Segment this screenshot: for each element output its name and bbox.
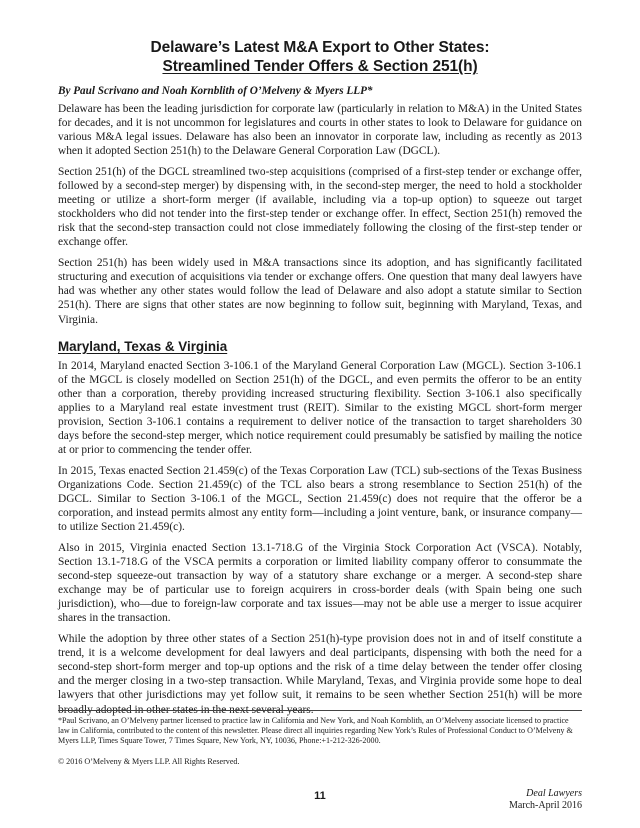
intro-paragraph-3: Section 251(h) has been widely used in M&A transactions since its adoption, and has significantly facilitated structuring and execution of acquisitions via tender or exchange offers. One question that many deal lawyers have had was whether any other states would follow the lead of Delaware and also adopt a statute similar to Section 251(h). There are signs that other states are now beginning to follow suit, beginning with Maryland, Texas, and Virginia. [58,257,582,326]
publication-name: Deal Lawyers [526,788,582,799]
intro-paragraph-1: Delaware has been the leading jurisdiction for corporate law (particularly in relation to M&A) in the United States for decades, and it is not uncommon for legislatures and courts in other states to look to Delaware for guidance on various M&A legal issues. Delaware has also been an innovator in corporate law, including as recently as 2013 when it adopted Section 251(h) to the Delaware General Corporation Law (DGCL). [58,103,582,158]
title-line-1: Delaware’s Latest M&A Export to Other States: [150,39,490,56]
author-footnote: *Paul Scrivano, an O’Melveny partner licensed to practice law in California and New York, and Noah Kornblith, an O’Melveny associate licensed to practice law in California, contributed to the content of this newsletter. Please direct all inquiries regarding New York’s Rules of Professional Conduct to O’Melveny & Myers LLP, Times Square Tower, 7 Times Square, New York, NY, 10036, Phone:+1-212-326-2000. [58,716,573,745]
title-line-2: Streamlined Tender Offers & Section 251(h) [162,58,478,75]
section-paragraph-texas: In 2015, Texas enacted Section 21.459(c) of the Texas Corporation Law (TCL) sub-sections of the Texas Business Organizations Code. Section 21.459(c) of the TCL also bears a strong resemblance to Section 251(h) of the DGCL. Similar to Section 3-106.1 of the MGCL, Section 21.459(c) does not require that the offeror be a corporation, and instead permits almost any entity form—including a joint venture, bank, or insurance company—to utilize Section 21.459(c). [58,464,582,534]
footnote-divider [58,710,582,711]
byline: By Paul Scrivano and Noah Kornblith of O’Melveny & Myers LLP* [58,85,373,97]
section-heading: Maryland, Texas & Virginia [58,338,228,354]
article-body [58,102,582,723]
intro-paragraph-2: Section 251(h) of the DGCL streamlined two-step acquisitions (comprised of a first-step tender or exchange offer, followed by a second-step merger) by dispensing with, in the second-step merger, the need to hold a stockholder meeting or utilize a short-form merger (if available, including via a top-up option) to squeeze out target stockholders who did not tender into the first-step tender or exchange offer. In effect, Section 251(h) removed the risk that the second-step transaction could not close immediately following the closing of the first-step tender or exchange offer. [58,165,582,249]
section-paragraph-maryland: In 2014, Maryland enacted Section 3-106.1 of the Maryland General Corporation Law (MGCL). Section 3-106.1 of the MGCL is closely modelled on Section 251(h) of the DGCL, and even permits the offeror to be an entity other than a corporation, thereby providing increased structuring flexibility. Section 3-106.1 also specifically applies to a Maryland real estate investment trust (REIT). Similar to the existing MGCL short-form merger provision, Section 3-106.1 contains a requirement to deliver notice of the transaction to target shareholders 30 days before the second-step merger, which notice requirement could presumably be satisfied by mailing the notice at or prior to commencing the tender offer. [58,359,582,457]
issue-date: March-April 2016 [508,800,582,811]
copyright-notice: © 2016 O’Melveny & Myers LLP. All Rights Reserved. [58,757,240,766]
page-number: 11 [314,790,326,802]
section-paragraph-conclusion: While the adoption by three other states of a Section 251(h)-type provision does not in and of itself constitute a trend, it is a welcome development for deal lawyers and deal participants, dispensing with both the need for a second-step short-form merger and top-up options and the risk of a time delay between the tender offer closing and the merger closing in a two-step transaction. While Maryland, Texas, and Virginia provide some hope to deal lawyers that other jurisdictions may yet follow suit, it remains to be seen whether Section 251(h) will be more broadly adopted in other states in the next several years. [58,633,582,716]
article-title [58,38,582,76]
section-paragraph-virginia: Also in 2015, Virginia enacted Section 13.1-718.G of the Virginia Stock Corporation Act (VSCA). Notably, Section 13.1-718.G of the VSCA permits a corporation or limited liability company offeror to consummate the second-step squeeze-out transaction by way of a statutory share exchange or a merger. A second-step share exchange may be of particular use to foreign acquirers in cross-border deals (with Spain being one such jurisdiction), who—due to foreign-law corporate and tax issues—may not be able use a merger to issue acquirer shares in the transaction. [58,541,582,625]
publication-info [509,788,582,812]
